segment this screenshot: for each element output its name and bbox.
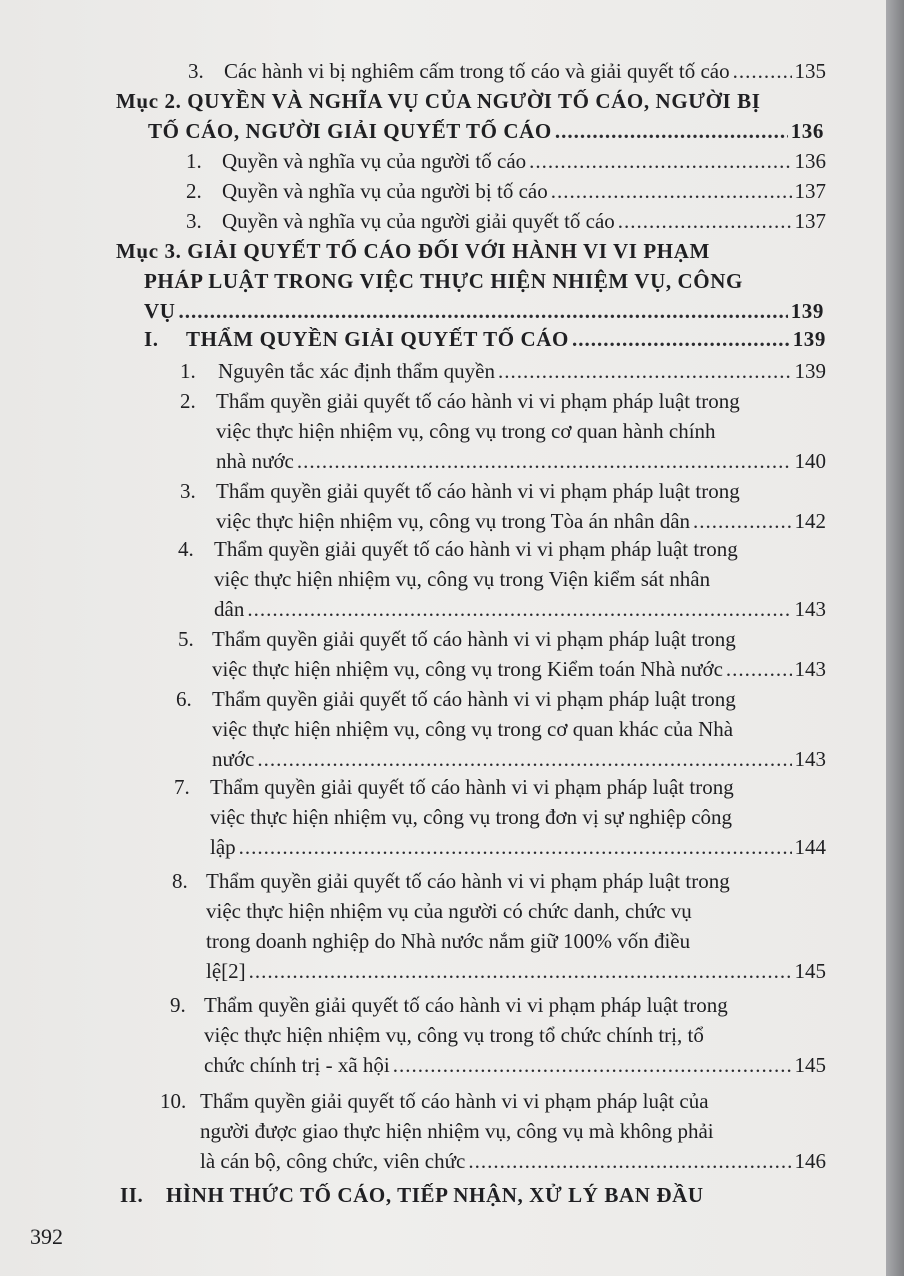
dot-leader — [726, 654, 792, 684]
toc-entry-text: việc thực hiện nhiệm vụ, công vụ trong đơn vị sự nghiệp công — [210, 805, 733, 829]
dot-leader — [239, 832, 792, 862]
dot-leader — [498, 356, 792, 386]
toc-entry-text: việc thực hiện nhiệm vụ, công vụ trong Tòa án nhân dân — [216, 509, 691, 533]
toc-page-number: 144 — [794, 835, 826, 859]
toc-entry-text: Thẩm quyền giải quyết tố cáo hành vi vi phạm pháp luật trong — [212, 687, 736, 711]
toc-entry-text: Thẩm quyền giải quyết tố cáo hành vi vi phạm pháp luật trong — [216, 389, 740, 413]
toc-entry-number: 5. — [178, 627, 194, 651]
dot-leader — [393, 1050, 792, 1080]
toc-entry-text: TỐ CÁO, NGƯỜI GIẢI QUYẾT TỐ CÁO — [148, 119, 552, 143]
dot-leader — [247, 594, 791, 624]
toc-entry-text: việc thực hiện nhiệm vụ, công vụ trong Kiểm toán Nhà nước — [212, 657, 723, 681]
toc-entry-text: Quyền và nghĩa vụ của người giải quyết tố cáo — [222, 209, 615, 233]
toc-page-number: 143 — [794, 657, 826, 681]
page-number: 392 — [30, 1224, 63, 1249]
toc-page-number: 142 — [794, 509, 826, 533]
toc-entry-text: Quyền và nghĩa vụ của người tố cáo — [222, 149, 527, 173]
toc-entry-text: lập — [210, 835, 236, 859]
toc-entry-text: nhà nước — [216, 449, 294, 473]
dot-leader — [257, 744, 791, 774]
toc-page-number: 136 — [790, 119, 824, 143]
toc-page-number: 146 — [794, 1149, 826, 1173]
dot-leader — [555, 116, 788, 146]
dot-leader — [733, 56, 792, 86]
toc-entry-number: I. — [144, 327, 159, 351]
toc-entry-text: việc thực hiện nhiệm vụ, công vụ trong cơ quan hành chính — [216, 419, 716, 443]
toc-entry-text: việc thực hiện nhiệm vụ, công vụ trong cơ quan khác của Nhà — [212, 717, 734, 741]
dot-leader — [179, 296, 788, 326]
toc-page-number: 139 — [790, 299, 824, 323]
dot-leader — [297, 446, 792, 476]
toc-entry-text: người được giao thực hiện nhiệm vụ, công vụ mà không phải — [200, 1119, 714, 1143]
toc-entry-number: 7. — [174, 775, 190, 799]
toc-entry-number: 6. — [176, 687, 192, 711]
toc-entry-text: là cán bộ, công chức, viên chức — [200, 1149, 466, 1173]
toc-page-number: 145 — [794, 1053, 826, 1077]
toc-entry-text: Thẩm quyền giải quyết tố cáo hành vi vi phạm pháp luật của — [200, 1089, 709, 1113]
toc-entry-number: 2. — [180, 389, 196, 413]
toc-page-number: 135 — [794, 59, 826, 83]
dot-leader — [249, 956, 792, 986]
dot-leader — [572, 324, 790, 354]
toc-entry-text: việc thực hiện nhiệm vụ, công vụ trong Viện kiểm sát nhân — [214, 567, 711, 591]
toc-page-number: 136 — [794, 149, 826, 173]
toc-entry-text: Thẩm quyền giải quyết tố cáo hành vi vi phạm pháp luật trong — [216, 479, 740, 503]
toc-page-number: 139 — [792, 327, 826, 351]
toc-entry-text: Mục 3. GIẢI QUYẾT TỐ CÁO ĐỐI VỚI HÀNH VI VI PHẠM — [116, 239, 710, 263]
toc-entry-text: việc thực hiện nhiệm vụ của người có chức danh, chức vụ — [206, 899, 692, 923]
dot-leader — [529, 146, 791, 176]
toc-entry-text: VỤ — [144, 299, 176, 323]
toc-entry-number: 4. — [178, 537, 194, 561]
toc-entry-text: Thẩm quyền giải quyết tố cáo hành vi vi phạm pháp luật trong — [210, 775, 734, 799]
toc-entry-text: Mục 2. QUYỀN VÀ NGHĨA VỤ CỦA NGƯỜI TỐ CÁO, NGƯỜI BỊ — [116, 89, 761, 113]
page-edge — [886, 0, 904, 1276]
toc-entry-text: trong doanh nghiệp do Nhà nước nắm giữ 100% vốn điều — [206, 929, 691, 953]
toc-page-number: 143 — [794, 597, 826, 621]
toc-entry-text: Các hành vi bị nghiêm cấm trong tố cáo và giải quyết tố cáo — [224, 59, 730, 83]
toc-entry-text: Thẩm quyền giải quyết tố cáo hành vi vi phạm pháp luật trong — [204, 993, 728, 1017]
toc-entry-text: HÌNH THỨC TỐ CÁO, TIẾP NHẬN, XỬ LÝ BAN ĐẦU — [166, 1183, 704, 1207]
toc-entry-text: việc thực hiện nhiệm vụ, công vụ trong tổ chức chính trị, tổ — [204, 1023, 704, 1047]
toc-entry-number: 8. — [172, 869, 188, 893]
toc-entry-text: dân — [214, 597, 245, 621]
toc-entry-number: 1. — [186, 149, 202, 173]
toc-entry-text: lệ[2] — [206, 959, 246, 983]
toc-page-number: 137 — [794, 179, 826, 203]
toc-entry-number: II. — [120, 1183, 144, 1207]
dot-leader — [693, 506, 791, 536]
toc-page-number: 140 — [794, 449, 826, 473]
toc-page-number: 139 — [794, 359, 826, 383]
toc-page-number: 143 — [794, 747, 826, 771]
toc-entry-text: Nguyên tắc xác định thẩm quyền — [218, 359, 495, 383]
toc-entry-text: Thẩm quyền giải quyết tố cáo hành vi vi phạm pháp luật trong — [214, 537, 738, 561]
toc-entry-number: 2. — [186, 179, 202, 203]
toc-entry-text: Thẩm quyền giải quyết tố cáo hành vi vi phạm pháp luật trong — [212, 627, 736, 651]
dot-leader — [618, 206, 792, 236]
dot-leader — [551, 176, 792, 206]
toc-entry-text: chức chính trị - xã hội — [204, 1053, 390, 1077]
toc-page-number: 137 — [794, 209, 826, 233]
toc-entry-number: 10. — [160, 1089, 187, 1113]
toc-entry-text: Thẩm quyền giải quyết tố cáo hành vi vi phạm pháp luật trong — [206, 869, 730, 893]
toc-entry-number: 3. — [180, 479, 196, 503]
toc-entry-text: Quyền và nghĩa vụ của người bị tố cáo — [222, 179, 548, 203]
toc-entry-number: 3. — [188, 59, 204, 83]
toc-entry-number: 3. — [186, 209, 202, 233]
toc-entry-number: 9. — [170, 993, 186, 1017]
toc-entry-text: nước — [212, 747, 255, 771]
toc-page-number: 145 — [794, 959, 826, 983]
toc-entry-text: PHÁP LUẬT TRONG VIỆC THỰC HIỆN NHIỆM VỤ, CÔNG — [144, 269, 743, 293]
toc-entry-text: THẨM QUYỀN GIẢI QUYẾT TỐ CÁO — [186, 327, 569, 351]
dot-leader — [468, 1146, 791, 1176]
toc-entry-number: 1. — [180, 359, 196, 383]
